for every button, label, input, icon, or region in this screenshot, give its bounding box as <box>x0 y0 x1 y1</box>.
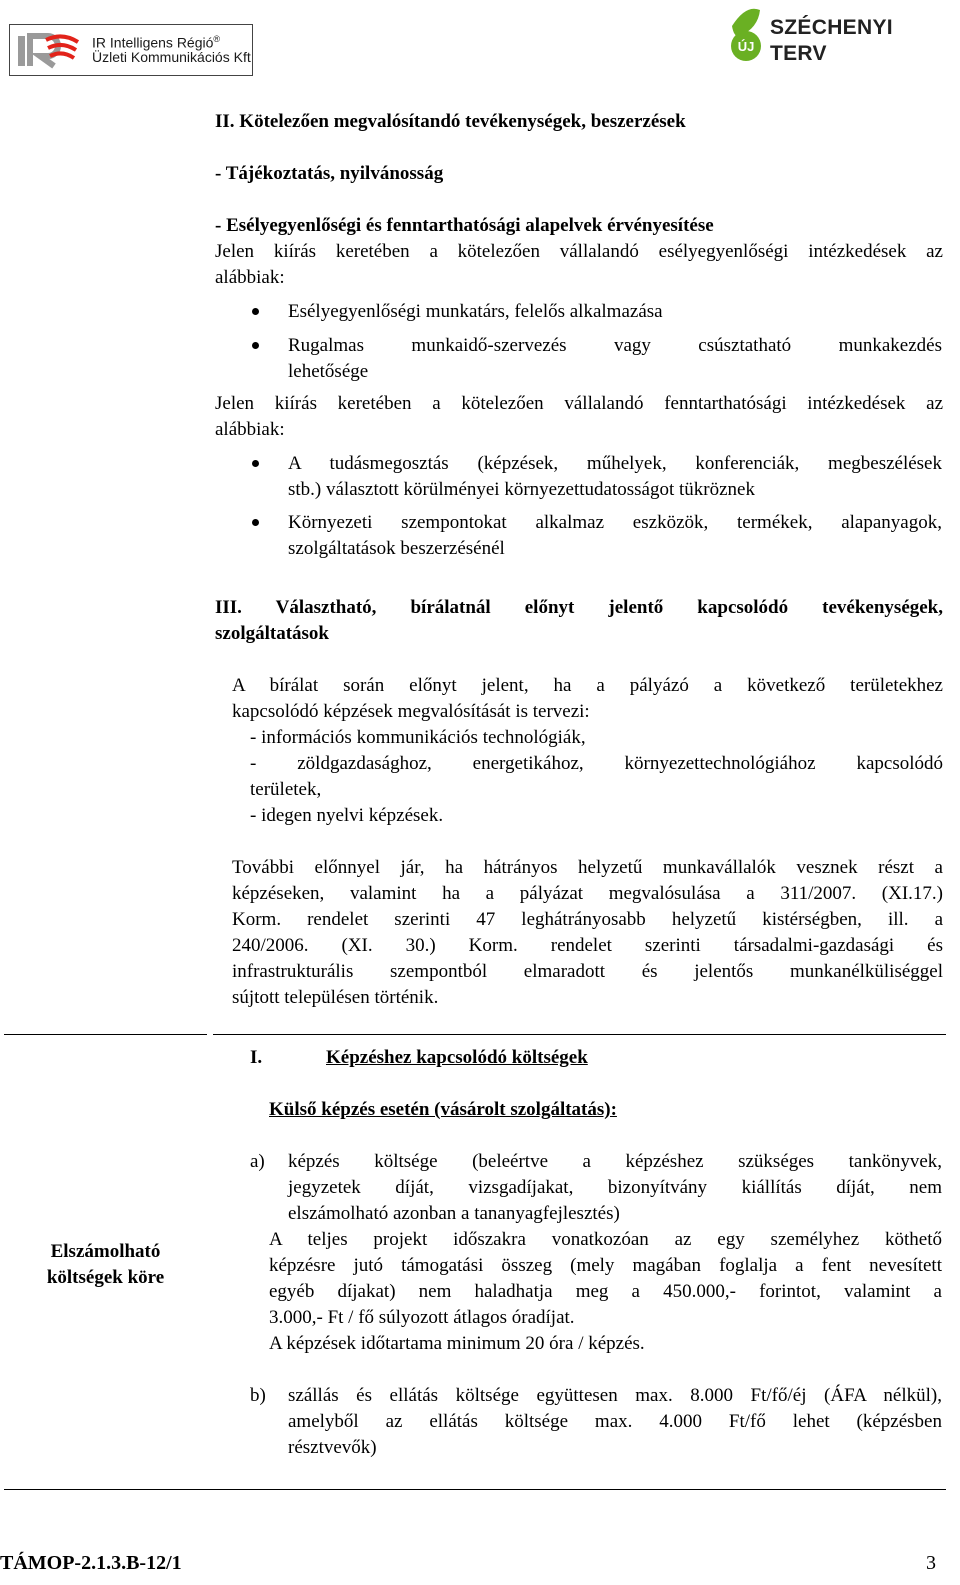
table-rule-top-left <box>4 1034 207 1035</box>
section-2-title: II. Kötelezően megvalósítandó tevékenységek, beszerzések <box>215 111 686 132</box>
s3-para2-line4: 240/2006. (XI. 30.) Korm. rendelet szerinti társadalmi-gazdasági és <box>232 935 943 956</box>
item-a-note-line4: 3.000,- Ft / fő súlyozott átlagos óradíjat. <box>269 1307 575 1328</box>
szechenyi-terv-logo <box>726 4 946 66</box>
s3-para2-line5: infrastrukturális szempontból elmaradott és jelentős munkanélküliséggel <box>232 961 943 982</box>
equal-intro-line2: alábbiak: <box>215 267 285 288</box>
item-a-note-line2: képzésre jutó támogatási összeg (mely magában foglalja a fent nevesített <box>269 1255 942 1276</box>
item-a-note-line3: egyéb díjakat) nem haladhatja meg a 450.000,- forintot, valamint a <box>269 1281 942 1302</box>
s3-para1-line3: - információs kommunikációs technológiák, <box>250 727 586 748</box>
table-rule-top-right <box>213 1034 946 1035</box>
item-a-note-line5: A képzések időtartama minimum 20 óra / képzés. <box>269 1333 645 1354</box>
bullet-icon <box>252 460 259 467</box>
footer-code: TÁMOP-2.1.3.B-12/1 <box>0 1552 182 1574</box>
ir-logo-line2: Üzleti Kommunikációs Kft <box>92 49 251 65</box>
s3-para1-line2: kapcsolódó képzések megvalósítását is tervezi: <box>232 701 590 722</box>
equal-item-1: Esélyegyenlőségi munkatárs, felelős alkalmazása <box>288 301 663 322</box>
equal-item-2-line1: Rugalmas munkaidő-szervezés vagy csúsztatható munkakezdés <box>288 335 942 356</box>
item-b-line2: amelyből az ellátás költsége max. 4.000 Ft/fő lehet (képzésben <box>288 1411 942 1432</box>
s3-para1-line4: - zöldgazdasághoz, energetikához, környezettechnológiához kapcsolódó <box>250 753 943 774</box>
item-a-line2: jegyzetek díját, vizsgadíjakat, bizonyítvány kiállítás díját, nem <box>288 1177 942 1198</box>
s3-para1-line6: - idegen nyelvi képzések. <box>250 805 444 826</box>
item-b-line1: szállás és ellátás költsége együttesen max. 8.000 Ft/fő/éj (ÁFA nélkül), <box>288 1385 942 1406</box>
item-a-line1: képzés költsége (beleértve a képzéshez szükséges tankönyvek, <box>288 1151 942 1172</box>
principles-title: - Esélyegyenlőségi és fenntarthatósági alapelvek érvényesítése <box>215 215 714 236</box>
bullet-icon <box>252 519 259 526</box>
szechenyi-leaf-icon <box>726 4 766 66</box>
s3-para2-line6: sújtott településen történik. <box>232 987 439 1008</box>
external-training-subtitle: Külső képzés esetén (vásárolt szolgáltatás): <box>269 1099 617 1120</box>
s3-para2-line3: Korm. rendelet szerinti 47 leghátrányosabb helyzetű kistérségben, ill. a <box>232 909 943 930</box>
eligible-costs-label-line1: Elszámolható <box>50 1241 161 1262</box>
page-number: 3 <box>926 1552 936 1574</box>
sust-item-1-line2: stb.) választott körülményei környezettudatosságot tükröznek <box>288 479 755 500</box>
svg-text:ÚJ: ÚJ <box>737 39 755 54</box>
item-b-line3: résztvevők) <box>288 1437 377 1458</box>
equal-item-2-line2: lehetősége <box>288 361 369 382</box>
sust-item-2-line2: szolgáltatások beszerzésénél <box>288 538 505 559</box>
costs-section-title: Képzéshez kapcsolódó költségek <box>326 1047 588 1068</box>
bullet-icon <box>252 308 259 315</box>
section-2-info: - Tájékoztatás, nyilvánosság <box>215 163 444 184</box>
table-rule-bottom <box>4 1489 946 1490</box>
s3-para1-line1: A bírálat során előnyt jelent, ha a pályázó a következő területekhez <box>232 675 943 696</box>
eligible-costs-label-line2: költségek köre <box>46 1267 165 1288</box>
costs-section-number: I. <box>250 1047 263 1068</box>
ir-logo-mark-icon <box>16 30 82 70</box>
section-3-title-line2: szolgáltatások <box>215 623 329 644</box>
item-a-note-line1: A teljes projekt időszakra vonatkozóan az egy személyhez köthető <box>269 1229 942 1250</box>
bullet-icon <box>252 342 259 349</box>
s3-para2-line2: képzéseken, valamint ha a pályázat megvalósulása a 311/2007. (XI.17.) <box>232 883 943 904</box>
s3-para2-line1: További előnnyel jár, ha hátrányos helyzetű munkavállalók vesznek részt a <box>232 857 943 878</box>
ir-logo <box>9 24 253 76</box>
sust-item-2-line1: Környezeti szempontokat alkalmaz eszközök, termékek, alapanyagok, <box>288 512 942 533</box>
item-b-marker: b) <box>250 1385 266 1406</box>
item-a-marker: a) <box>250 1151 265 1172</box>
s3-para1-line5: területek, <box>250 779 322 800</box>
szechenyi-terv-label: SZÉCHENYI TERV <box>770 16 893 65</box>
sust-intro-line2: alábbiak: <box>215 419 285 440</box>
item-a-line3: elszámolható azonban a tananyagfejlesztés) <box>288 1203 620 1224</box>
sust-intro-line1: Jelen kiírás keretében a kötelezően vállalandó fenntarthatósági intézkedések az <box>215 393 943 414</box>
equal-intro-line1: Jelen kiírás keretében a kötelezően vállalandó esélyegyenlőségi intézkedések az <box>215 241 943 262</box>
section-3-title-line1: III. Választható, bírálatnál előnyt jelentő kapcsolódó tevékenységek, <box>215 597 943 618</box>
ir-logo-line1: IR Intelligens Régió® <box>92 34 221 51</box>
sust-item-1-line1: A tudásmegosztás (képzések, műhelyek, konferenciák, megbeszélések <box>288 453 942 474</box>
